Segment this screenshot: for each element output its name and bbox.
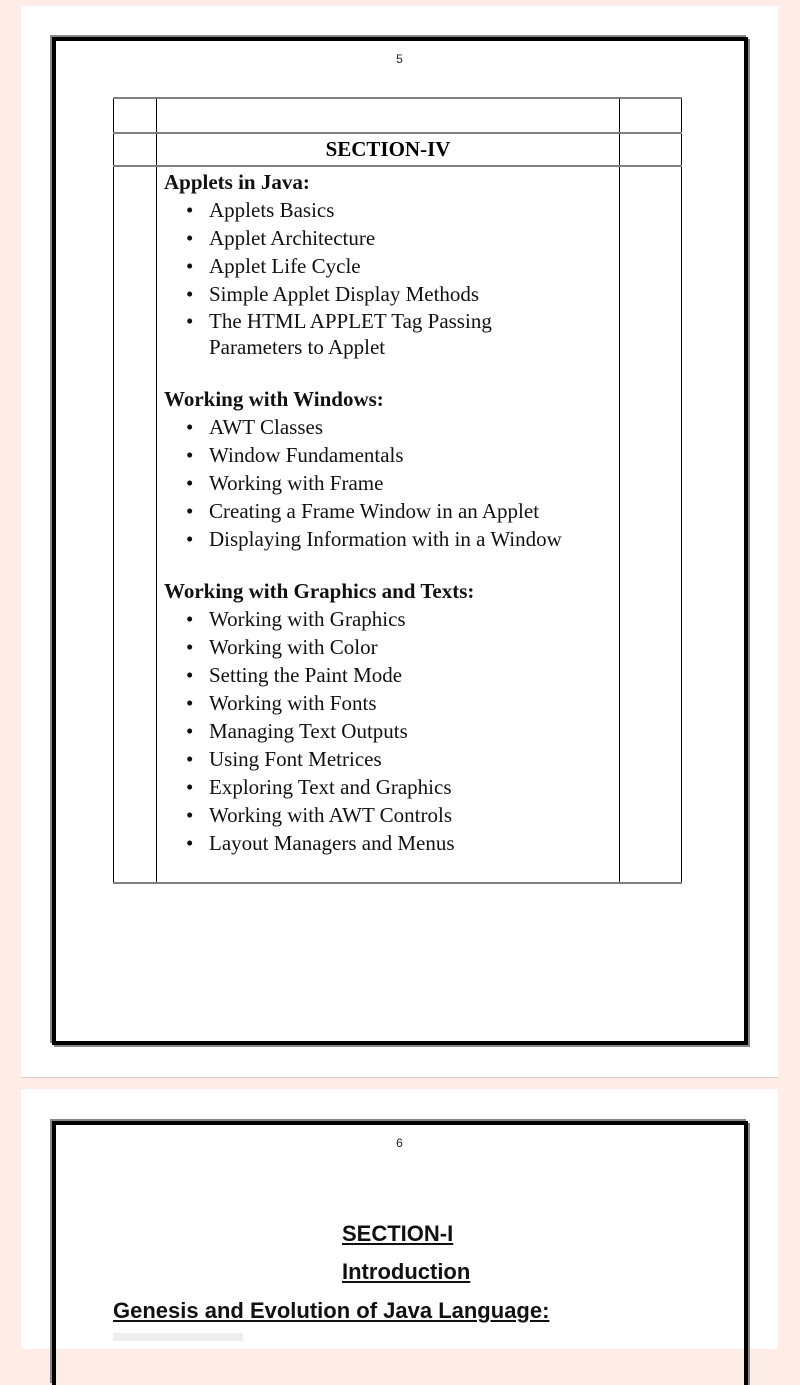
list-item: • Managing Text Outputs (186, 719, 408, 743)
section-title: SECTION-IV (157, 133, 620, 166)
list-item: • Exploring Text and Graphics (186, 775, 452, 799)
list-item: • Layout Managers and Menus (186, 831, 455, 855)
bullet-icon: • (186, 226, 194, 250)
bullet-icon: • (186, 775, 194, 799)
page-number: 6 (396, 1136, 403, 1150)
list-item: • Displaying Information with in a Window (186, 527, 562, 551)
list-item: • AWT Classes (186, 415, 324, 439)
bullet-icon: • (186, 254, 194, 278)
table-cell (114, 133, 157, 166)
list-item: • Applets Basics (186, 198, 335, 222)
table-row-content (114, 166, 682, 883)
group-title-windows: Working with Windows: (164, 387, 384, 411)
list-item: • Applet Architecture (186, 226, 376, 250)
list-item: • The HTML APPLET Tag Passing (186, 309, 492, 333)
list-item: • Working with Fonts (186, 691, 377, 715)
list-item: • Applet Life Cycle (186, 254, 361, 278)
bullet-icon: • (186, 635, 194, 659)
section-subtitle: Introduction (342, 1259, 471, 1284)
syllabus-table (113, 97, 682, 884)
section-title: SECTION-I (342, 1221, 454, 1246)
table-row-section-header (114, 133, 682, 166)
bullet-icon: • (186, 443, 194, 467)
list-item: • Using Font Metrices (186, 747, 382, 771)
page-border-frame (52, 1121, 748, 1385)
bullet-icon: • (186, 198, 194, 222)
list-item: • Simple Applet Display Methods (186, 282, 480, 306)
table-cell (114, 98, 157, 133)
list-item: • Working with Color (186, 635, 378, 659)
group-title-graphics: Working with Graphics and Texts: (164, 579, 475, 603)
bullet-icon: • (186, 471, 194, 495)
table-row-empty (114, 98, 682, 133)
item-list-graphics (164, 605, 619, 857)
list-item: • Working with Graphics (186, 607, 406, 631)
bullet-icon: • (186, 691, 194, 715)
bullet-icon: • (186, 282, 194, 306)
content-cell (157, 166, 620, 883)
list-item: • Creating a Frame Window in an Applet (186, 499, 540, 523)
bullet-icon: • (186, 747, 194, 771)
group-title-applets: Applets in Java: (164, 170, 310, 194)
table-cell (620, 98, 682, 133)
bullet-icon: • (186, 719, 194, 743)
list-item-continuation: Parameters to Applet (209, 335, 386, 359)
item-list-applets (164, 196, 619, 360)
list-item: • Setting the Paint Mode (186, 663, 403, 687)
list-item: • Working with AWT Controls (186, 803, 452, 827)
table-cell (620, 133, 682, 166)
bullet-icon: • (186, 527, 194, 551)
table-cell (114, 166, 157, 883)
bullet-icon: • (186, 415, 194, 439)
item-list-windows (164, 413, 619, 553)
list-item: • Window Fundamentals (186, 443, 404, 467)
bullet-icon: • (186, 803, 194, 827)
list-item: • Working with Frame (186, 471, 384, 495)
bullet-icon: • (186, 499, 194, 523)
bullet-icon: • (186, 309, 194, 333)
page-number: 5 (396, 52, 403, 66)
table-cell (620, 166, 682, 883)
bullet-icon: • (186, 663, 194, 687)
document-page-6 (21, 1089, 778, 1349)
document-page-5 (21, 6, 778, 1078)
topic-heading: Genesis and Evolution of Java Language: (113, 1298, 550, 1323)
table-cell (157, 98, 620, 133)
bullet-icon: • (186, 607, 194, 631)
bullet-icon: • (186, 831, 194, 855)
